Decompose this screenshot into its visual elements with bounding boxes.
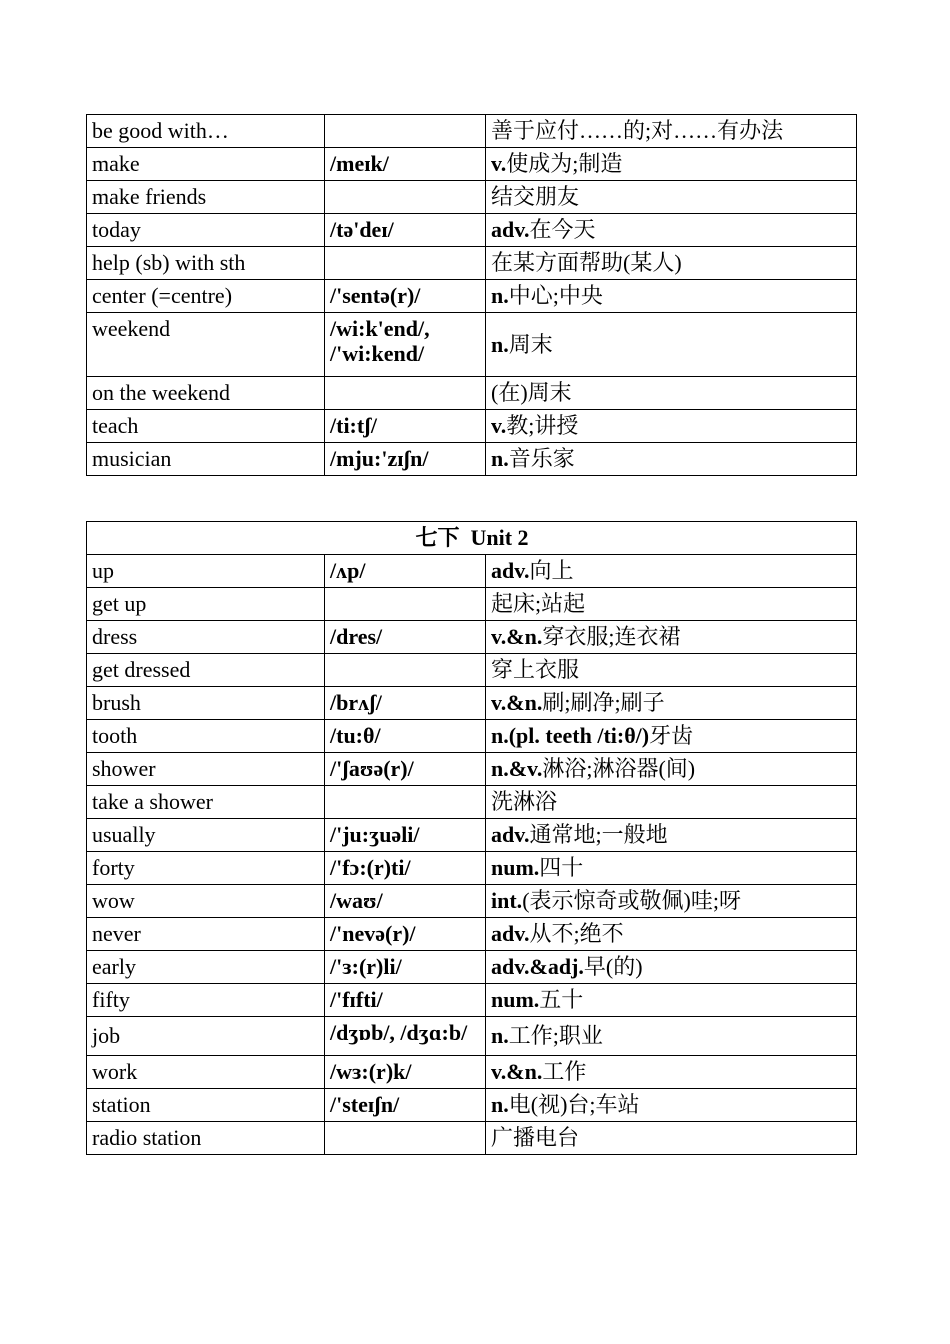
table-row (87, 115, 857, 148)
table-row (87, 1056, 857, 1089)
meaning-text: (在)周末 (491, 380, 572, 405)
table-row (87, 687, 857, 720)
meaning-cell (486, 984, 857, 1017)
phonetic-cell (325, 786, 486, 819)
word-cell: today (87, 214, 325, 247)
table-row (87, 951, 857, 984)
word-cell: forty (87, 852, 325, 885)
meaning-text: 通常地;一般地 (529, 822, 668, 847)
word-cell: get dressed (87, 654, 325, 687)
word-cell: usually (87, 819, 325, 852)
pos-label: num. (491, 855, 540, 880)
pos-label: v.&n. (491, 1059, 543, 1084)
meaning-cell (486, 443, 857, 476)
meaning-text: 在今天 (529, 217, 596, 242)
word-cell: work (87, 1056, 325, 1089)
phonetic-cell: /mju:'zɪʃn/ (325, 443, 486, 476)
pos-label: n. (491, 1023, 509, 1048)
pos-label: v.&n. (491, 690, 543, 715)
meaning-cell (486, 951, 857, 984)
meaning-text: 电(视)台;车站 (508, 1092, 640, 1117)
table-row (87, 852, 857, 885)
meaning-cell (486, 918, 857, 951)
phonetic-cell: /'ʃaʊə(r)/ (325, 753, 486, 786)
table-row (87, 621, 857, 654)
phonetic-cell: /'fɔ:(r)ti/ (325, 852, 486, 885)
pos-label: adv. (491, 822, 530, 847)
meaning-text: 广播电台 (491, 1125, 580, 1150)
meaning-cell (486, 115, 857, 148)
phonetic-cell: /'nevə(r)/ (325, 918, 486, 951)
meaning-cell (486, 280, 857, 313)
pos-label: v.&n. (491, 624, 543, 649)
meaning-text: 结交朋友 (491, 184, 580, 209)
word-cell: take a shower (87, 786, 325, 819)
phonetic-cell (325, 377, 486, 410)
word-cell: get up (87, 588, 325, 621)
word-cell: shower (87, 753, 325, 786)
pos-label: adv.&adj. (491, 954, 584, 979)
phonetic-cell: /'steɪʃn/ (325, 1089, 486, 1122)
meaning-cell (486, 377, 857, 410)
phonetic-cell: /ti:tʃ/ (325, 410, 486, 443)
meaning-text: 周末 (508, 331, 553, 357)
meaning-text: 教;讲授 (506, 413, 579, 438)
pos-label: v. (491, 151, 507, 176)
word-cell: station (87, 1089, 325, 1122)
meaning-text: 牙齿 (649, 723, 694, 748)
table-row (87, 720, 857, 753)
meaning-text: 淋浴;淋浴器(间) (542, 756, 696, 781)
word-cell: tooth (87, 720, 325, 753)
meaning-text: 从不;绝不 (529, 921, 624, 946)
table-row (87, 654, 857, 687)
meaning-cell (486, 313, 857, 377)
meaning-text: 善于应付……的;对……有办法 (491, 118, 784, 143)
pos-label: n.&v. (491, 756, 543, 781)
pos-label: n.(pl. teeth /ti:θ/) (491, 723, 650, 748)
phonetic-cell: /wi:k'end/, /'wi:kend/ (325, 313, 486, 377)
meaning-cell (486, 819, 857, 852)
table-title-row (87, 522, 857, 555)
word-cell: up (87, 555, 325, 588)
pos-label: v. (491, 413, 507, 438)
pos-label: n. (491, 1092, 509, 1117)
table-row (87, 148, 857, 181)
phonetic-cell: /dʒɒb/, /dʒɑ:b/ (325, 1017, 486, 1056)
meaning-cell (486, 1089, 857, 1122)
vocab-table-1 (86, 114, 857, 476)
phonetic-cell: /'ɜ:(r)li/ (325, 951, 486, 984)
meaning-text: 穿上衣服 (491, 657, 580, 682)
meaning-cell (486, 148, 857, 181)
phonetic-cell: /meɪk/ (325, 148, 486, 181)
phonetic-cell: /ʌp/ (325, 555, 486, 588)
table-row (87, 313, 857, 377)
phonetic-cell (325, 654, 486, 687)
table-row (87, 885, 857, 918)
meaning-cell (486, 588, 857, 621)
table-row (87, 181, 857, 214)
table-row (87, 555, 857, 588)
word-cell: teach (87, 410, 325, 443)
pos-label: int. (491, 888, 523, 913)
word-cell: center (=centre) (87, 280, 325, 313)
phonetic-cell: /'ju:ʒuəli/ (325, 819, 486, 852)
meaning-cell (486, 1056, 857, 1089)
table-row (87, 918, 857, 951)
word-cell: help (sb) with sth (87, 247, 325, 280)
table-row (87, 214, 857, 247)
word-cell: radio station (87, 1122, 325, 1155)
word-cell: make friends (87, 181, 325, 214)
word-cell: early (87, 951, 325, 984)
phonetic-cell (325, 588, 486, 621)
table-row (87, 1089, 857, 1122)
table-row (87, 786, 857, 819)
meaning-cell (486, 852, 857, 885)
phonetic-cell: /dres/ (325, 621, 486, 654)
meaning-cell (486, 1017, 857, 1056)
word-cell: job (87, 1017, 325, 1056)
meaning-cell (486, 410, 857, 443)
meaning-text: 早(的) (583, 954, 643, 979)
phonetic-cell: /tu:θ/ (325, 720, 486, 753)
word-cell: weekend (87, 313, 325, 377)
table-row (87, 588, 857, 621)
phonetic-cell (325, 115, 486, 148)
meaning-text: 洗淋浴 (491, 789, 558, 814)
word-cell: brush (87, 687, 325, 720)
meaning-text: 中心;中央 (508, 283, 603, 308)
meaning-text: 工作 (542, 1059, 587, 1084)
unit-title-prefix: 七下 (415, 525, 460, 550)
meaning-cell (486, 753, 857, 786)
pos-label: num. (491, 987, 540, 1012)
word-cell: make (87, 148, 325, 181)
word-cell: musician (87, 443, 325, 476)
phonetic-cell: /tə'deɪ/ (325, 214, 486, 247)
meaning-cell (486, 247, 857, 280)
table-row (87, 984, 857, 1017)
unit-title-text: Unit 2 (470, 525, 529, 550)
meaning-cell (486, 181, 857, 214)
table-row (87, 410, 857, 443)
meaning-cell (486, 621, 857, 654)
meaning-cell (486, 687, 857, 720)
meaning-text: 向上 (529, 558, 574, 583)
phonetic-cell: /'sentə(r)/ (325, 280, 486, 313)
pos-label: adv. (491, 921, 530, 946)
phonetic-cell (325, 1122, 486, 1155)
meaning-cell (486, 885, 857, 918)
meaning-cell (486, 654, 857, 687)
meaning-text: 在某方面帮助(某人) (491, 250, 682, 275)
word-cell: wow (87, 885, 325, 918)
table-row (87, 443, 857, 476)
meaning-text: 工作;职业 (508, 1023, 603, 1048)
word-cell: never (87, 918, 325, 951)
meaning-text: 五十 (539, 987, 584, 1012)
table-row (87, 280, 857, 313)
meaning-cell (486, 214, 857, 247)
phonetic-cell (325, 181, 486, 214)
meaning-cell (486, 786, 857, 819)
unit-title (87, 522, 857, 555)
pos-label: n. (491, 283, 509, 308)
meaning-cell (486, 555, 857, 588)
meaning-text: 穿衣服;连衣裙 (542, 624, 681, 649)
meaning-text: 刷;刷净;刷子 (542, 690, 665, 715)
table-row (87, 753, 857, 786)
table-row (87, 377, 857, 410)
word-cell: be good with… (87, 115, 325, 148)
pos-label: adv. (491, 558, 530, 583)
phonetic-cell: /brʌʃ/ (325, 687, 486, 720)
table-row (87, 1122, 857, 1155)
meaning-text: 使成为;制造 (506, 151, 623, 176)
phonetic-cell: /waʊ/ (325, 885, 486, 918)
phonetic-cell (325, 247, 486, 280)
phonetic-cell: /wɜ:(r)k/ (325, 1056, 486, 1089)
pos-label: n. (491, 331, 509, 357)
meaning-text: 音乐家 (508, 446, 575, 471)
meaning-cell (486, 1122, 857, 1155)
pos-label: adv. (491, 217, 530, 242)
pos-label: n. (491, 446, 509, 471)
table-row (87, 247, 857, 280)
meaning-text: 起床;站起 (491, 591, 586, 616)
word-cell: dress (87, 621, 325, 654)
word-cell: on the weekend (87, 377, 325, 410)
meaning-cell (486, 720, 857, 753)
table-row (87, 1017, 857, 1056)
vocab-table-2 (86, 521, 857, 1155)
meaning-text: (表示惊奇或敬佩)哇;呀 (522, 888, 741, 913)
table-row (87, 819, 857, 852)
word-cell: fifty (87, 984, 325, 1017)
phonetic-cell: /'fɪfti/ (325, 984, 486, 1017)
meaning-text: 四十 (539, 855, 584, 880)
